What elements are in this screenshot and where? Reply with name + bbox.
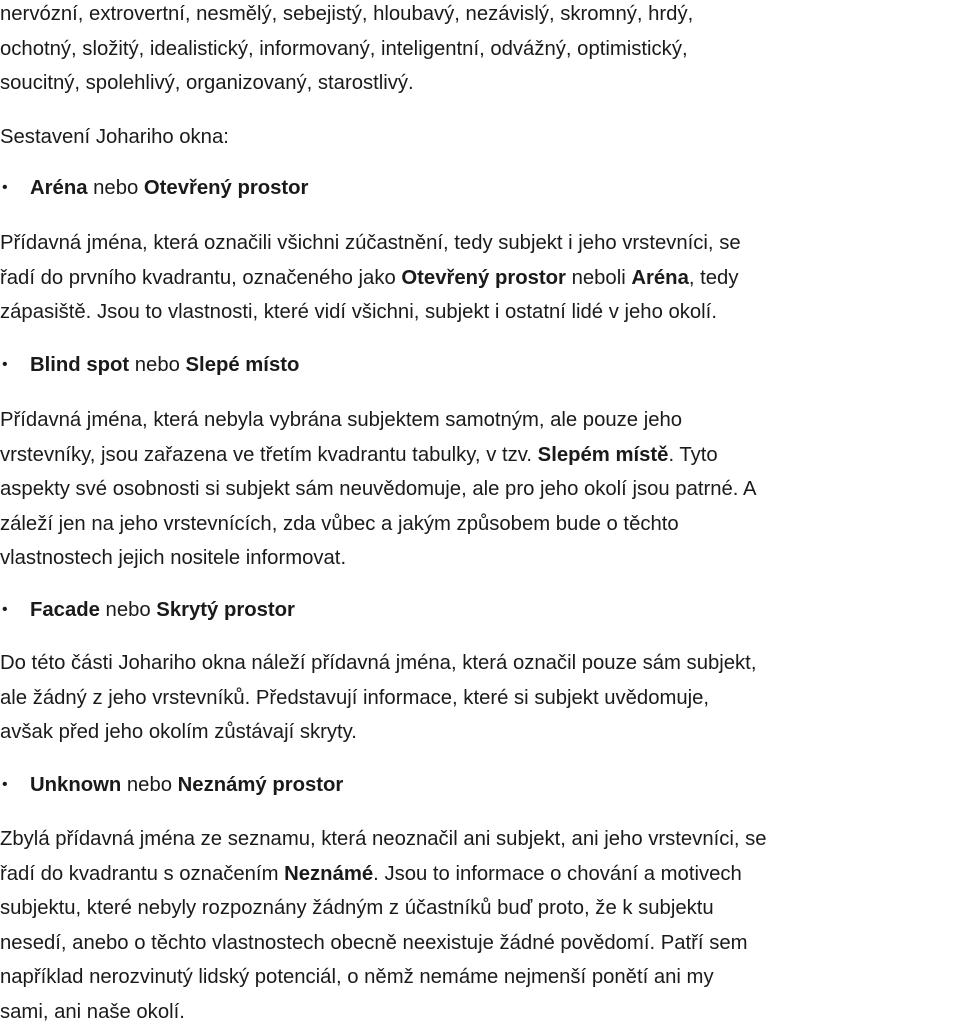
term-bold: Blind spot	[30, 354, 129, 376]
text-run: řadí do kvadrantu s označením	[0, 863, 284, 885]
paragraph-line: například nerozvinutý lidský potenciál, o němž nemáme nejmenší ponětí ani my	[0, 960, 960, 995]
paragraph-line: vlastnostech jejich nositele informovat.	[0, 541, 960, 576]
heading-text: Sestavení Johariho okna:	[0, 120, 960, 155]
text-run: řadí do prvního kvadrantu, označeného jako	[0, 267, 401, 289]
bullet-label	[30, 171, 308, 205]
text-run: neboli	[566, 267, 631, 289]
bullet-label	[30, 768, 343, 802]
term-bold: Aréna	[631, 267, 689, 289]
section-heading	[0, 120, 960, 155]
paragraph-line: avšak před jeho okolím zůstávají skryty.	[0, 715, 960, 750]
term-bold: Neznámé	[284, 863, 373, 885]
term-bold: Skrytý prostor	[156, 599, 295, 621]
paragraph-line: Přídavná jména, která nebyla vybrána subjektem samotným, ale pouze jeho	[0, 403, 960, 438]
bullet-dot-icon: •	[2, 171, 8, 205]
arena-paragraph	[0, 226, 960, 330]
paragraph-line: ale žádný z jeho vrstevníků. Představují informace, které si subjekt uvědomuje,	[0, 681, 960, 716]
text-run: vrstevníky, jsou zařazena ve třetím kvadrantu tabulky, v tzv.	[0, 444, 538, 466]
paragraph-line: Zbylá přídavná jména ze seznamu, která neoznačil ani subjekt, ani jeho vrstevníci, se	[0, 822, 960, 857]
paragraph-line: aspekty své osobnosti si subjekt sám neuvědomuje, ale pro jeho okolí jsou patrné. A	[0, 472, 960, 507]
blind-spot-paragraph	[0, 403, 960, 576]
paragraph-line: zápasiště. Jsou to vlastnosti, které vidí všichni, subjekt i ostatní lidé v jeho okolí.	[0, 295, 960, 330]
bullet-dot-icon: •	[2, 593, 8, 627]
paragraph-line	[0, 438, 960, 473]
facade-paragraph	[0, 646, 960, 750]
connector: nebo	[121, 774, 177, 796]
term-bold: Slepém místě	[538, 444, 669, 466]
term-bold: Otevřený prostor	[144, 177, 309, 199]
connector: nebo	[100, 599, 156, 621]
text-run: . Jsou to informace o chování a motivech	[373, 863, 742, 885]
paragraph-line: Do této části Johariho okna náleží přídavná jména, která označil pouze sám subjekt,	[0, 646, 960, 681]
term-bold: Neznámý prostor	[178, 774, 344, 796]
paragraph-line: záleží jen na jeho vrstevnících, zda vůbec a jakým způsobem bude o těchto	[0, 507, 960, 542]
term-bold: Slepé místo	[186, 354, 300, 376]
paragraph-line: sami, ani naše okolí.	[0, 995, 960, 1029]
term-bold: Otevřený prostor	[401, 267, 566, 289]
unknown-paragraph	[0, 822, 960, 1029]
intro-line: ochotný, složitý, idealistický, informovaný, inteligentní, odvážný, optimistický,	[0, 32, 960, 67]
paragraph-line: Přídavná jména, která označili všichni zúčastnění, tedy subjekt i jeho vrstevníci, se	[0, 226, 960, 261]
term-bold: Unknown	[30, 774, 121, 796]
intro-line: nervózní, extrovertní, nesmělý, sebejistý, hloubavý, nezávislý, skromný, hrdý,	[0, 0, 960, 32]
bullet-label	[30, 593, 295, 627]
term-bold: Facade	[30, 599, 100, 621]
term-bold: Aréna	[30, 177, 88, 199]
bullet-label	[30, 348, 299, 382]
paragraph-line	[0, 261, 960, 296]
paragraph-line: subjektu, které nebyly rozpoznány žádným z účastníků buď proto, že k subjektu	[0, 891, 960, 926]
paragraph-line	[0, 857, 960, 892]
connector: nebo	[129, 354, 185, 376]
bullet-dot-icon: •	[2, 348, 8, 382]
text-run: , tedy	[689, 267, 739, 289]
intro-paragraph	[0, 0, 960, 101]
intro-line: soucitný, spolehlivý, organizovaný, starostlivý.	[0, 66, 960, 101]
paragraph-line: nesedí, anebo o těchto vlastnostech obecně neexistuje žádné povědomí. Patří sem	[0, 926, 960, 961]
bullet-dot-icon: •	[2, 768, 8, 802]
text-run: . Tyto	[668, 444, 717, 466]
connector: nebo	[88, 177, 144, 199]
